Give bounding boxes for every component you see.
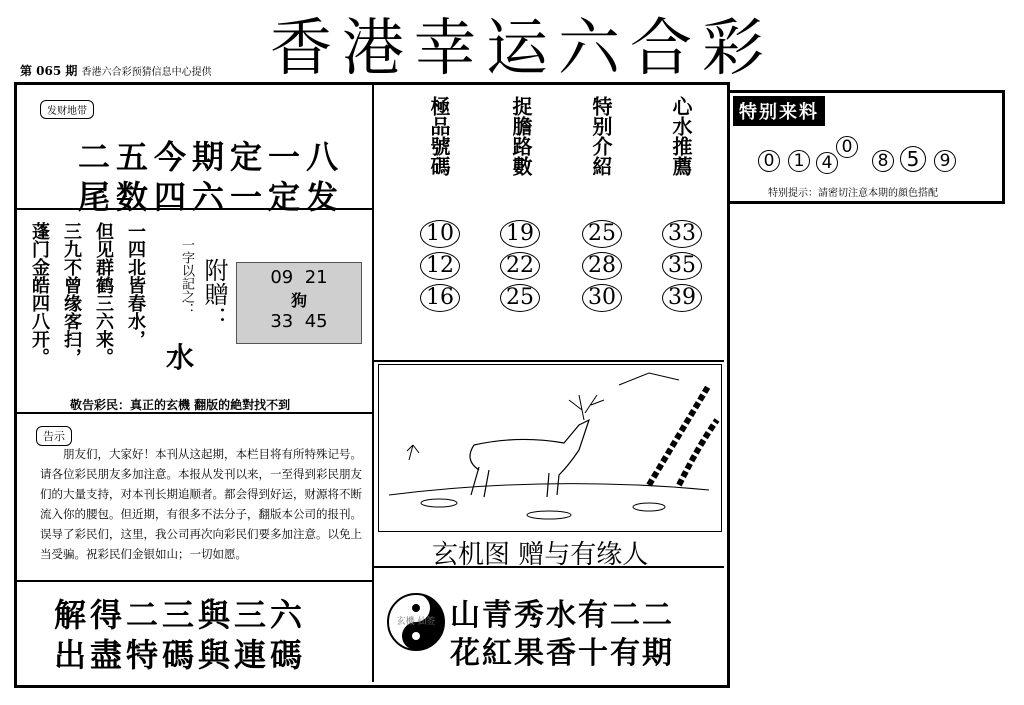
gift-numbers-2: 33 45 <box>270 311 328 332</box>
lucky-zone-tag: 发财地带 <box>40 100 94 119</box>
pick-number: 10 <box>420 220 460 248</box>
special-digit: 1 <box>788 150 810 172</box>
issue-subtitle: 香港六合彩预猜信息中心提供 <box>81 67 212 78</box>
special-digit: 9 <box>934 150 956 172</box>
notice-text: 朋友们，大家好！本刊从这起期，本栏目将有所特殊记号。请各位彩民朋友多加注意。本报从发刊以来，一至得到彩民朋友们的大量支持，对本刊长期追顺者。都会得到好运，财源将不断流入你的腰包。但近期，有很多不法分子，翻版本公司的报刊。误导了彩民们，这里，我公司再次向彩民们要多加注意。以免上当受骗。祝彩民们金银如山；一切如愿。 <box>40 447 362 561</box>
gift-box <box>236 262 362 344</box>
pick-number: 16 <box>420 284 460 312</box>
pick-number: 30 <box>582 284 622 312</box>
poem-column: 蓬门金皓四八开。 <box>29 222 50 366</box>
special-digit: 4 <box>816 152 838 174</box>
special-tag: 特别来料 <box>733 96 825 126</box>
divider <box>374 360 724 362</box>
pick-column-head: 心水推薦 <box>669 96 693 176</box>
special-digit: 5 <box>900 146 926 172</box>
pick-number: 33 <box>662 220 702 248</box>
issue-line <box>20 62 212 79</box>
special-digit: 8 <box>872 150 894 172</box>
riddle-line-2: 花紅果香十有期 <box>450 636 674 671</box>
warning-text: 敬告彩民：真正的玄機 翻版的絶對找不到 <box>70 398 291 412</box>
gift-animal: 狗 <box>290 291 307 310</box>
poem-column: 一四北皆春水， <box>125 222 146 348</box>
gift-numbers-1: 09 21 <box>270 267 328 288</box>
gift-side-text: 一字以記之： <box>179 238 194 316</box>
pick-number: 39 <box>662 284 702 312</box>
special-tip: 特别提示：請密切注意本期的顔色搭配 <box>768 188 938 199</box>
issue-number: 第 065 期 <box>20 64 78 78</box>
pick-column-head: 捉膽路數 <box>509 96 533 176</box>
pick-number: 22 <box>500 252 540 280</box>
hint-line-1: 二五今期定一八 <box>78 138 345 176</box>
page-title: 香港幸运六合彩 <box>270 11 775 84</box>
column-divider <box>372 85 374 682</box>
mystery-picture <box>378 364 722 532</box>
pick-number: 12 <box>420 252 460 280</box>
hint-line-2: 尾数四六一定发 <box>78 178 345 216</box>
yin-yang-icon <box>386 592 446 652</box>
pick-column-head: 特别介紹 <box>589 96 613 176</box>
deer-illustration <box>379 365 721 531</box>
pick-number: 25 <box>582 220 622 248</box>
special-digit: 0 <box>836 136 858 158</box>
riddle-line-1: 山青秀水有二二 <box>450 598 674 633</box>
pick-number: 35 <box>662 252 702 280</box>
slogan-line-2: 出盡特碼與連碼 <box>54 636 307 674</box>
pick-column-head: 極品號碼 <box>427 96 451 176</box>
divider <box>17 580 372 582</box>
picture-caption: 玄机图 赠与有缘人 <box>432 540 649 570</box>
special-digit: 0 <box>758 150 780 172</box>
pick-number: 19 <box>500 220 540 248</box>
pick-number: 25 <box>500 284 540 312</box>
poem-column: 但见群鹤三六来。 <box>93 222 114 366</box>
badge-text: 玄機 仙签 <box>396 617 436 627</box>
slogan-line-1: 解得二三與三六 <box>54 596 307 634</box>
notice-tag: 告示 <box>36 426 72 446</box>
pick-number: 28 <box>582 252 622 280</box>
gift-word: 水 <box>166 341 195 374</box>
gift-label: 附贈： <box>200 258 228 330</box>
poem-column: 三九不曾缘客扫， <box>61 222 82 366</box>
